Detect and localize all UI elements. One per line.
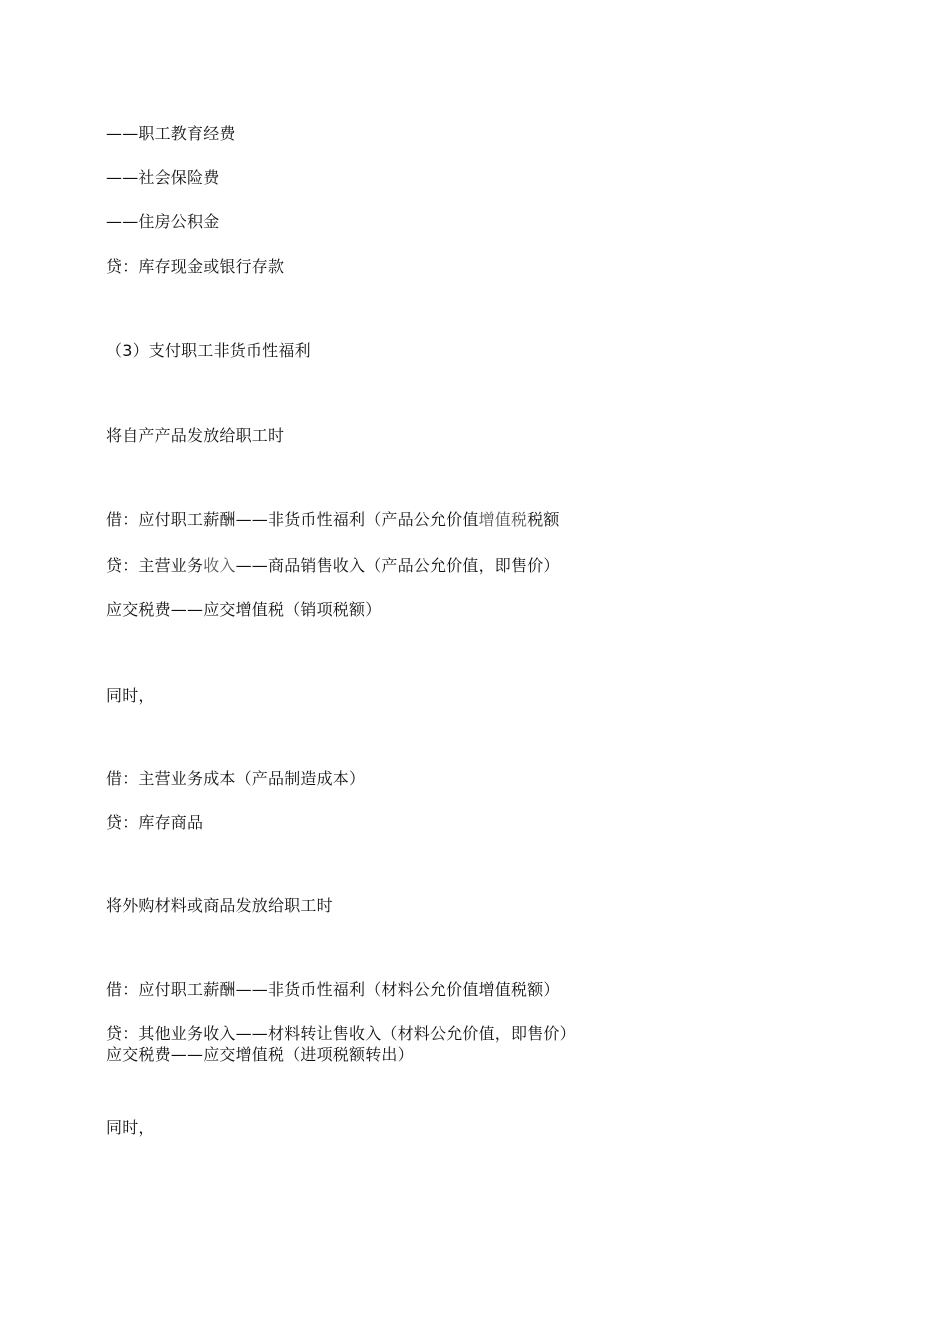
text-line-input-vat-transfer: 应交税费——应交增值税（进项税额转出） bbox=[106, 1045, 414, 1064]
text-line-purchased-materials: 将外购材料或商品发放给职工时 bbox=[106, 896, 333, 915]
text-segment-soft: 收入 bbox=[203, 556, 236, 575]
text-line-credit-inventory: 贷：库存商品 bbox=[106, 813, 204, 832]
text-segment-soft: 增值税 bbox=[478, 510, 528, 529]
text-line-debit-main-cost: 借：主营业务成本（产品制造成本） bbox=[106, 769, 366, 788]
text-line-credit-cash-bank: 贷：库存现金或银行存款 bbox=[106, 257, 285, 276]
text-line-credit-other-revenue: 贷：其他业务收入——材料转让售收入（材料公允价值，即售价） bbox=[106, 1024, 576, 1043]
text-line-meanwhile-1: 同时， bbox=[106, 686, 155, 705]
section-heading-nonmonetary-benefits: （3）支付职工非货币性福利 bbox=[106, 341, 311, 360]
text-line-credit-main-revenue bbox=[106, 556, 560, 576]
text-line-meanwhile-2: 同时， bbox=[106, 1118, 155, 1137]
text-line-social-insurance: ——社会保险费 bbox=[106, 168, 220, 187]
text-segment: ——商品销售收入（产品公允价值，即售价） bbox=[235, 556, 560, 575]
text-line-self-produced-products: 将自产产品发放给职工时 bbox=[106, 426, 285, 445]
text-line-debit-payroll-material: 借：应付职工薪酬——非货币性福利（材料公允价值增值税额） bbox=[106, 980, 560, 999]
text-line-education-fund: ——职工教育经费 bbox=[106, 124, 236, 143]
text-segment: 税额 bbox=[527, 510, 560, 529]
text-line-debit-payroll-product bbox=[106, 510, 560, 530]
text-line-housing-fund: ——住房公积金 bbox=[106, 212, 220, 231]
text-line-output-vat: 应交税费——应交增值税（销项税额） bbox=[106, 600, 382, 619]
text-segment: 贷：主营业务 bbox=[106, 556, 204, 575]
text-segment: 借：应付职工薪酬——非货币性福利（产品公允价值 bbox=[106, 510, 479, 529]
